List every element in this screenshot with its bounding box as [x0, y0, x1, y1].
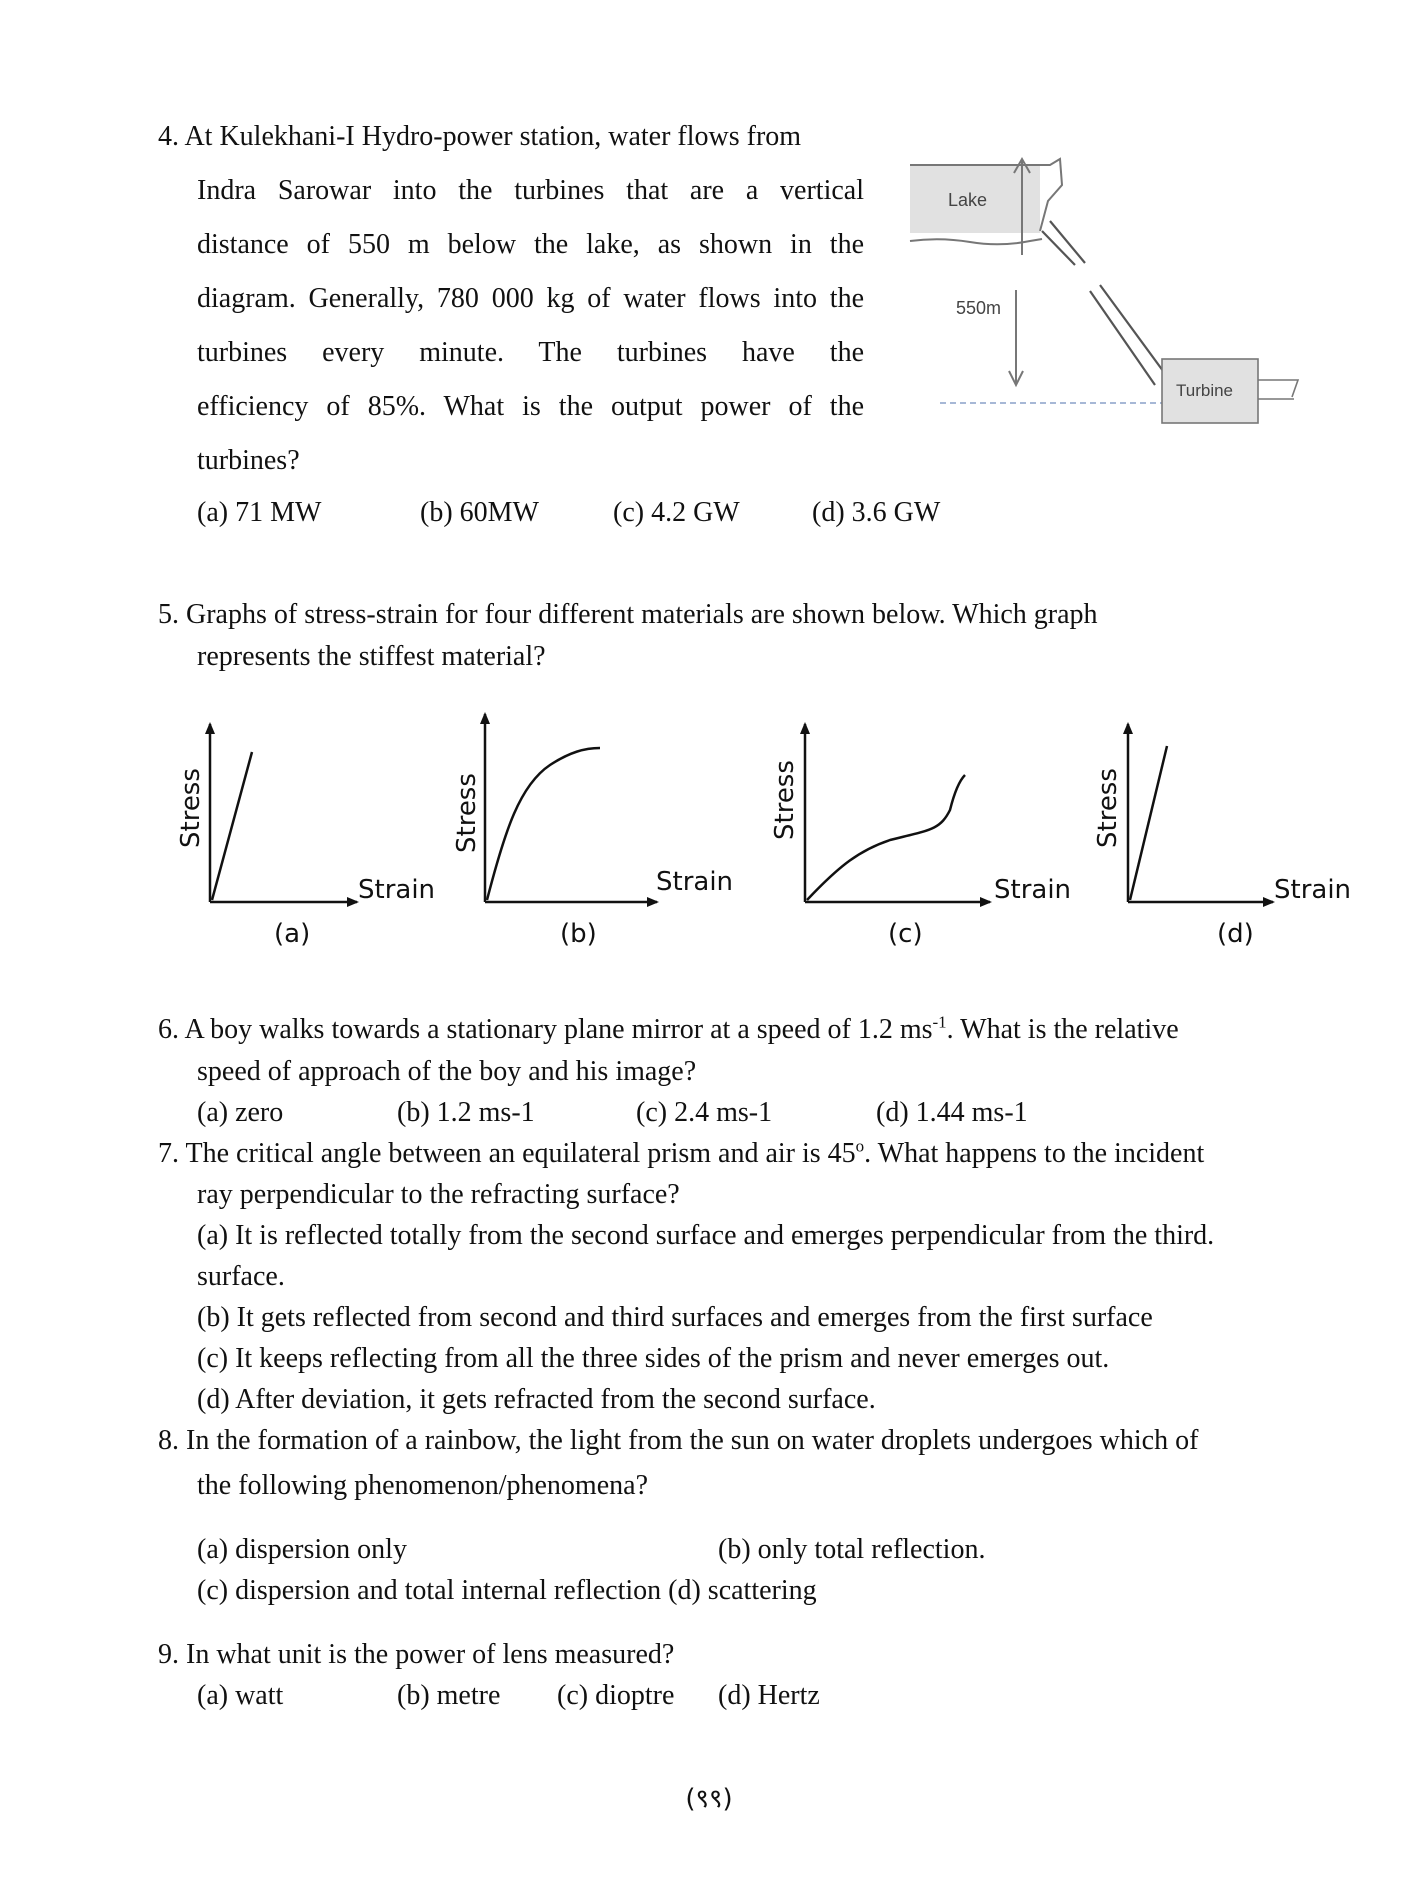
q6-superscript: -1: [932, 1012, 947, 1032]
q7-option-b: (b) It gets reflected from second and third surfaces and emerges from the first surface: [197, 1302, 1153, 1333]
graph-d-y-label: Stress: [1093, 768, 1123, 848]
q4-line-5: turbines every minute. The turbines have the: [197, 337, 864, 368]
q6-option-a: (a) zero: [197, 1097, 284, 1128]
q7-line-1: [158, 1137, 1204, 1171]
q4-line-3: distance of 550 m below the lake, as shown in the: [197, 229, 864, 260]
q7-line-1-text: 7. The critical angle between an equilateral prism and air is 45: [158, 1138, 856, 1169]
graph-a: [176, 724, 435, 949]
q9-option-a: (a) watt: [197, 1680, 284, 1711]
graph-d-x-label: Strain: [1274, 875, 1352, 905]
graph-b-x-label: Strain: [656, 867, 734, 897]
q7-option-a-cont: surface.: [197, 1261, 285, 1292]
graph-a-x-label: Strain: [358, 875, 436, 905]
q8-option-a: (a) dispersion only: [197, 1534, 407, 1565]
q4-option-a: (a) 71 MW: [197, 497, 322, 528]
q7-option-c: (c) It keeps reflecting from all the three sides of the prism and never emerges out.: [197, 1343, 1110, 1374]
q6-option-c: (c) 2.4 ms-1: [636, 1097, 773, 1128]
lake-label: Lake: [948, 190, 988, 210]
q5-line-1: 5. Graphs of stress-strain for four different materials are shown below. Which graph: [158, 599, 1098, 630]
q4-line-7: turbines?: [197, 445, 300, 476]
q6-line-2: speed of approach of the boy and his image?: [197, 1056, 697, 1087]
graph-c-label: (c): [888, 919, 923, 949]
q6-option-d: (d) 1.44 ms-1: [876, 1097, 1028, 1128]
graph-a-label: (a): [274, 919, 311, 949]
q7-line-1-end: . What happens to the incident: [864, 1138, 1205, 1169]
q4-line-4: diagram. Generally, 780 000 kg of water flows into the: [197, 283, 864, 314]
outlet-pipe: [1258, 380, 1298, 399]
q8-option-b: (b) only total reflection.: [718, 1534, 986, 1565]
graph-a-curve: [212, 752, 252, 900]
graph-b-curve: [487, 748, 600, 900]
graph-a-y-label: Stress: [176, 768, 206, 848]
turbine-label: Turbine: [1176, 381, 1234, 400]
height-label: 550m: [956, 298, 1002, 318]
q4-option-d: (d) 3.6 GW: [812, 497, 941, 528]
q7-line-2: ray perpendicular to the refracting surface?: [197, 1179, 680, 1210]
page-number: (९९): [685, 1784, 733, 1814]
q6-line-1: [158, 1013, 1179, 1047]
stress-strain-graphs: [0, 700, 1418, 960]
q7-option-d: (d) After deviation, it gets refracted from the second surface.: [197, 1384, 876, 1415]
penstock-lower: [1090, 285, 1166, 385]
q7-option-a: (a) It is reflected totally from the second surface and emerges perpendicular from the third.: [197, 1220, 1215, 1251]
q4-line-1: 4. At Kulekhani-I Hydro-power station, water flows from: [158, 121, 802, 152]
graph-c-y-label: Stress: [770, 760, 800, 840]
q4-option-c: (c) 4.2 GW: [613, 497, 740, 528]
q8-line-2: the following phenomenon/phenomena?: [197, 1470, 648, 1501]
graph-b: [452, 714, 733, 949]
penstock-upper: [1042, 221, 1085, 265]
graph-d-curve: [1130, 746, 1167, 900]
graph-d-label: (d): [1217, 919, 1254, 949]
q8-option-c-d: (c) dispersion and total internal reflection (d) scattering: [197, 1575, 817, 1606]
graph-c-curve: [807, 775, 965, 900]
graph-d: [1093, 724, 1351, 949]
q4-line-2: Indra Sarowar into the turbines that are a vertical: [197, 175, 864, 206]
graph-b-y-label: Stress: [452, 773, 482, 853]
graph-c-x-label: Strain: [994, 875, 1072, 905]
q9-option-b: (b) metre: [397, 1680, 501, 1711]
q6-option-b: (b) 1.2 ms-1: [397, 1097, 535, 1128]
q4-line-6: efficiency of 85%. What is the output power of the: [197, 391, 864, 422]
graph-c: [770, 724, 1071, 949]
q6-line-1-text: 6. A boy walks towards a stationary plane mirror at a speed of 1.2 ms: [158, 1014, 933, 1045]
q9-option-d: (d) Hertz: [718, 1680, 820, 1711]
q7-superscript: o: [855, 1136, 865, 1156]
q4-option-b: (b) 60MW: [420, 497, 539, 528]
graph-b-label: (b): [560, 919, 597, 949]
q8-line-1: 8. In the formation of a rainbow, the light from the sun on water droplets undergoes which of: [158, 1425, 1199, 1456]
q5-line-2: represents the stiffest material?: [197, 641, 546, 672]
q6-line-1-end: . What is the relative: [946, 1014, 1179, 1045]
hydro-diagram: [900, 145, 1320, 445]
q9-option-c: (c) dioptre: [557, 1680, 675, 1711]
q9-line: 9. In what unit is the power of lens measured?: [158, 1639, 675, 1670]
